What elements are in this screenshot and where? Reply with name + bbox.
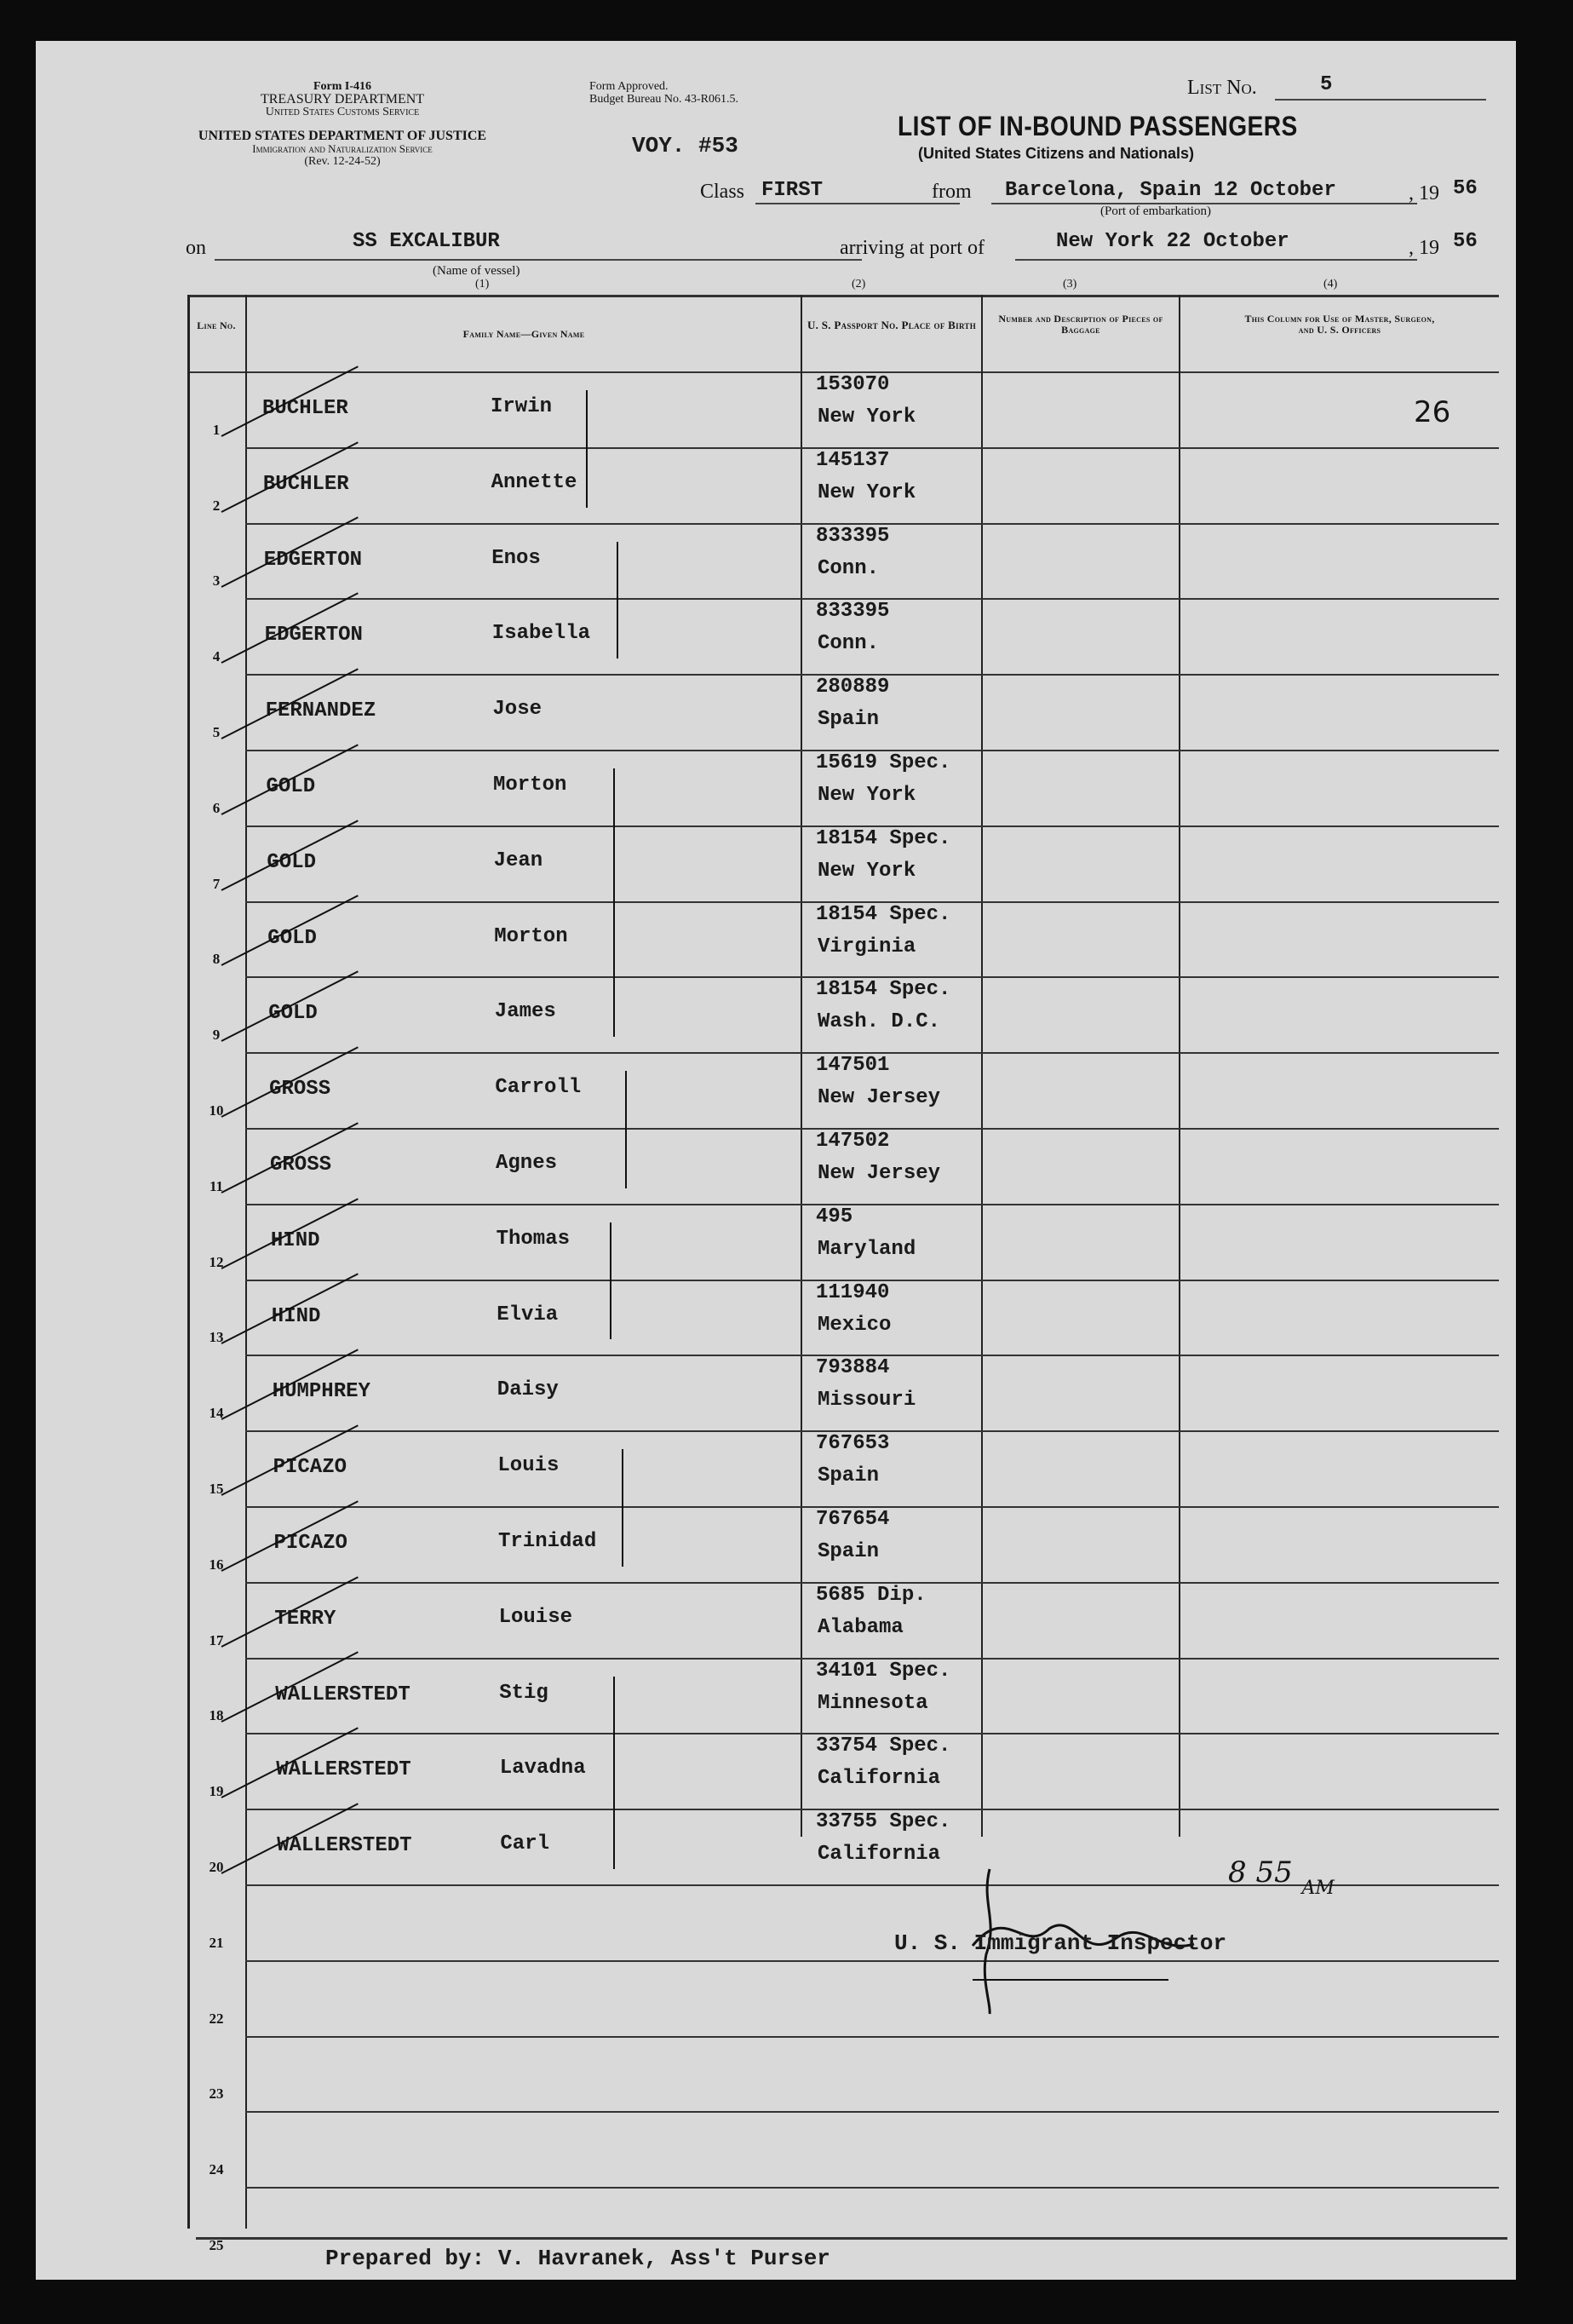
col-header-officers: This Column for Use of Master, Surgeon, and U. S. Officers: [1244, 313, 1435, 336]
table-row: [187, 1355, 1499, 1429]
family-name: GOLD: [268, 1002, 318, 1026]
family-name: BUCHLER: [262, 472, 349, 496]
given-name: Carroll: [495, 1076, 582, 1100]
place-of-birth: Wash. D.C.: [818, 1010, 941, 1034]
line-number: 4: [212, 648, 221, 665]
arrival-year-prefix: , 19: [1409, 237, 1439, 259]
arriving-label: arriving at port of: [840, 237, 985, 259]
inspector-title: U. S. Immigrant Inspector: [894, 1930, 1227, 1956]
family-name: EDGERTON: [264, 624, 363, 647]
justice-block: [181, 129, 504, 168]
place-of-birth: Spain: [818, 1540, 880, 1563]
vessel-underline: [215, 259, 862, 261]
table-row: [187, 1430, 1499, 1505]
table-row: [187, 2036, 1499, 2111]
table-row: [187, 598, 1499, 673]
line-number: 22: [209, 2010, 224, 2027]
passport-number: 145137: [816, 448, 890, 472]
given-name: Agnes: [496, 1152, 558, 1175]
given-name: Morton: [493, 774, 567, 797]
table-row: [187, 1506, 1499, 1581]
table-row: [187, 1658, 1499, 1733]
voyage-number: VOY. #53: [632, 133, 738, 158]
treasury-department: TREASURY DEPARTMENT: [260, 92, 425, 106]
ins-service: Immigration and Naturalization Service: [252, 142, 433, 155]
place-of-birth: New Jersey: [818, 1162, 941, 1185]
given-name: Trinidad: [498, 1530, 597, 1553]
line-number: 6: [212, 799, 221, 816]
passport-number: 33755 Spec.: [816, 1810, 951, 1834]
family-name: GOLD: [267, 926, 317, 950]
customs-service: United States Customs Service: [265, 106, 420, 118]
place-of-birth: Conn.: [818, 632, 880, 656]
family-name: EDGERTON: [263, 548, 363, 572]
table-row: [187, 447, 1499, 522]
form-number: Form I-416: [313, 80, 372, 93]
page-subtitle: (United States Citizens and Nationals): [918, 145, 1195, 162]
line-number: 17: [209, 1631, 224, 1648]
manifest-page: [36, 41, 1516, 2280]
list-no-label: List No.: [1187, 77, 1257, 99]
given-name: Irwin: [491, 395, 553, 418]
class-underline: [755, 203, 960, 204]
table-row: [187, 1128, 1499, 1203]
check-tick-mark: [221, 1274, 359, 1345]
given-name: Louis: [497, 1454, 560, 1478]
from-year-prefix: , 19: [1409, 182, 1439, 204]
family-group-bracket: [586, 390, 588, 508]
arrival-value: New York 22 October: [1056, 230, 1289, 253]
family-group-bracket: [613, 768, 615, 1037]
table-row: [187, 1052, 1499, 1127]
table-row: [187, 750, 1499, 825]
col-header-passport: U. S. Passport No. Place of Birth: [807, 319, 977, 331]
family-name: WALLERSTEDT: [276, 1758, 411, 1782]
given-name: Morton: [494, 924, 568, 948]
passport-number: 833395: [816, 524, 890, 548]
table-row: [187, 674, 1499, 749]
family-group-bracket: [622, 1449, 623, 1567]
place-of-birth: Spain: [818, 708, 880, 732]
line-number: 8: [212, 951, 221, 968]
line-number: 14: [209, 1405, 224, 1422]
family-group-bracket: [625, 1071, 627, 1188]
line-number: 3: [212, 572, 221, 590]
passport-number: 280889: [816, 676, 890, 699]
from-value: Barcelona, Spain 12 October: [1005, 179, 1336, 202]
line-number: 20: [209, 1858, 224, 1875]
table-row: [187, 371, 1499, 446]
line-number: 12: [209, 1253, 224, 1270]
given-name: Carl: [500, 1832, 549, 1856]
class-value: FIRST: [761, 179, 824, 202]
line-number: 2: [212, 497, 221, 514]
passport-number: 153070: [816, 373, 890, 396]
given-name: Louise: [498, 1605, 573, 1629]
passport-number: 147501: [816, 1054, 890, 1078]
line-number: 15: [209, 1480, 224, 1497]
vessel-caption: (Name of vessel): [433, 264, 520, 278]
check-tick-mark: [221, 744, 359, 815]
passport-number: 147502: [816, 1130, 890, 1153]
line-number: 25: [209, 2236, 224, 2253]
line-number: 24: [209, 2161, 224, 2178]
column-number-1: (1): [475, 278, 490, 290]
place-of-birth: New Jersey: [818, 1086, 941, 1110]
passport-number: 15619 Spec.: [816, 751, 951, 774]
line-number: 23: [209, 2085, 224, 2103]
passport-number: 34101 Spec.: [816, 1659, 951, 1683]
family-group-bracket: [617, 542, 618, 659]
passenger-table: [187, 295, 1499, 2253]
on-label: on: [186, 237, 206, 259]
given-name: Annette: [491, 470, 577, 494]
passport-number: 5685 Dip.: [816, 1583, 927, 1607]
given-name: Daisy: [497, 1378, 559, 1402]
passport-number: 33754 Spec.: [816, 1734, 951, 1758]
passport-number: 18154 Spec.: [816, 978, 951, 1002]
family-name: FERNANDEZ: [265, 699, 376, 723]
passport-number: 767654: [816, 1508, 890, 1531]
line-number: 1: [212, 421, 221, 438]
family-name: HIND: [270, 1228, 320, 1252]
line-number: 13: [209, 1329, 224, 1346]
table-top-border: [187, 295, 1499, 297]
family-name: WALLERSTEDT: [275, 1683, 410, 1706]
footer-rule: [196, 2237, 1507, 2240]
table-row: [187, 901, 1499, 976]
given-name: Stig: [499, 1681, 548, 1705]
given-name: Enos: [491, 546, 541, 570]
given-name: Jean: [493, 848, 543, 872]
line-number: 5: [212, 723, 221, 740]
place-of-birth: Conn.: [818, 556, 880, 580]
line-number: 21: [209, 1934, 224, 1951]
table-row: [187, 2111, 1499, 2186]
column-number-3: (3): [1063, 278, 1077, 290]
check-tick-mark: [221, 820, 359, 891]
prepared-by: Prepared by: V. Havranek, Ass't Purser: [325, 2246, 830, 2271]
family-name: GROSS: [270, 1153, 332, 1176]
family-name: TERRY: [274, 1607, 336, 1631]
form-revision: (Rev. 12-24-52): [304, 155, 381, 168]
arrival-underline: [1015, 259, 1417, 261]
family-name: BUCHLER: [262, 397, 348, 420]
passport-number: 833395: [816, 600, 890, 624]
budget-bureau: Budget Bureau No. 43-R061.5.: [589, 93, 738, 106]
place-of-birth: Spain: [818, 1464, 880, 1488]
officer-note: 26: [1414, 395, 1451, 429]
check-tick-mark: [221, 1046, 359, 1118]
check-tick-mark: [221, 1198, 359, 1269]
form-approved: Form Approved.: [589, 80, 669, 93]
passport-number: 767653: [816, 1432, 890, 1456]
family-name: WALLERSTEDT: [277, 1834, 412, 1858]
passport-number: 18154 Spec.: [816, 902, 951, 926]
place-of-birth: New York: [818, 784, 916, 807]
given-name: Lavadna: [499, 1757, 586, 1780]
form-approved-block: [589, 80, 738, 106]
place-of-birth: Minnesota: [818, 1691, 928, 1715]
page-title: LIST OF IN-BOUND PASSENGERS: [898, 111, 1298, 141]
family-name: GROSS: [269, 1078, 331, 1102]
column-number-2: (2): [852, 278, 866, 290]
passport-number: 111940: [816, 1280, 890, 1304]
family-group-bracket: [613, 1677, 615, 1869]
place-of-birth: New York: [818, 859, 916, 883]
given-name: Isabella: [491, 622, 591, 646]
header-left-block: [181, 80, 504, 118]
family-group-bracket: [610, 1222, 611, 1340]
table-row: [187, 1280, 1499, 1355]
check-tick-mark: [221, 895, 359, 967]
class-label: Class: [700, 181, 745, 203]
justice-department: UNITED STATES DEPARTMENT OF JUSTICE: [198, 129, 487, 143]
table-row: [187, 523, 1499, 598]
arrival-year: 56: [1453, 230, 1478, 253]
table-row: [187, 1204, 1499, 1279]
col-header-baggage: Number and Description of Pieces of Baggage: [998, 313, 1163, 336]
check-tick-mark: [221, 1122, 359, 1194]
place-of-birth: Virginia: [818, 935, 916, 958]
family-name: PICAZO: [273, 1456, 347, 1480]
family-name: HUMPHREY: [272, 1380, 370, 1404]
list-no-underline: [1275, 99, 1486, 101]
family-name: HIND: [271, 1304, 321, 1328]
family-name: GOLD: [266, 775, 316, 798]
given-name: Elvia: [497, 1303, 559, 1326]
line-number: 18: [209, 1707, 224, 1724]
place-of-birth: California: [818, 1843, 941, 1867]
check-tick-mark: [221, 1576, 359, 1648]
check-tick-mark: [221, 971, 359, 1043]
place-of-birth: California: [818, 1767, 941, 1791]
place-of-birth: Missouri: [818, 1389, 916, 1412]
table-row: [187, 1582, 1499, 1657]
line-number: 10: [209, 1102, 224, 1119]
line-number: 19: [209, 1783, 224, 1800]
line-number: 9: [212, 1027, 221, 1044]
column-number-4: (4): [1323, 278, 1338, 290]
line-number: 7: [212, 875, 221, 892]
col-header-name: Family Name—Given Name: [462, 328, 585, 340]
place-of-birth: Maryland: [818, 1237, 916, 1261]
place-of-birth: Mexico: [818, 1313, 892, 1337]
list-no-value: 5: [1320, 73, 1333, 96]
passport-number: 793884: [816, 1356, 890, 1380]
given-name: Thomas: [496, 1227, 571, 1251]
family-name: GOLD: [267, 850, 316, 874]
table-row: [187, 1960, 1499, 2035]
inspector-time-suffix: AM: [1301, 1878, 1335, 1899]
table-row: [187, 825, 1499, 900]
table-row: [187, 976, 1499, 1051]
place-of-birth: New York: [818, 406, 916, 429]
vessel-name: SS EXCALIBUR: [353, 230, 500, 253]
family-name: PICAZO: [273, 1532, 347, 1555]
from-year: 56: [1453, 177, 1478, 200]
place-of-birth: Alabama: [818, 1615, 904, 1639]
from-label: from: [932, 181, 972, 203]
inspector-time-note: [1228, 1855, 1335, 1899]
line-number: 11: [209, 1177, 224, 1194]
table-row: [187, 1733, 1499, 1808]
place-of-birth: New York: [818, 480, 916, 504]
given-name: Jose: [492, 698, 542, 722]
passport-number: 18154 Spec.: [816, 826, 951, 850]
col-header-line-no: Line No.: [197, 319, 236, 331]
line-number: 16: [209, 1556, 224, 1573]
port-embarkation-caption: (Port of embarkation): [1100, 204, 1211, 218]
inspector-time: 8 55: [1228, 1855, 1293, 1890]
passport-number: 495: [816, 1205, 853, 1228]
given-name: James: [494, 1000, 556, 1024]
